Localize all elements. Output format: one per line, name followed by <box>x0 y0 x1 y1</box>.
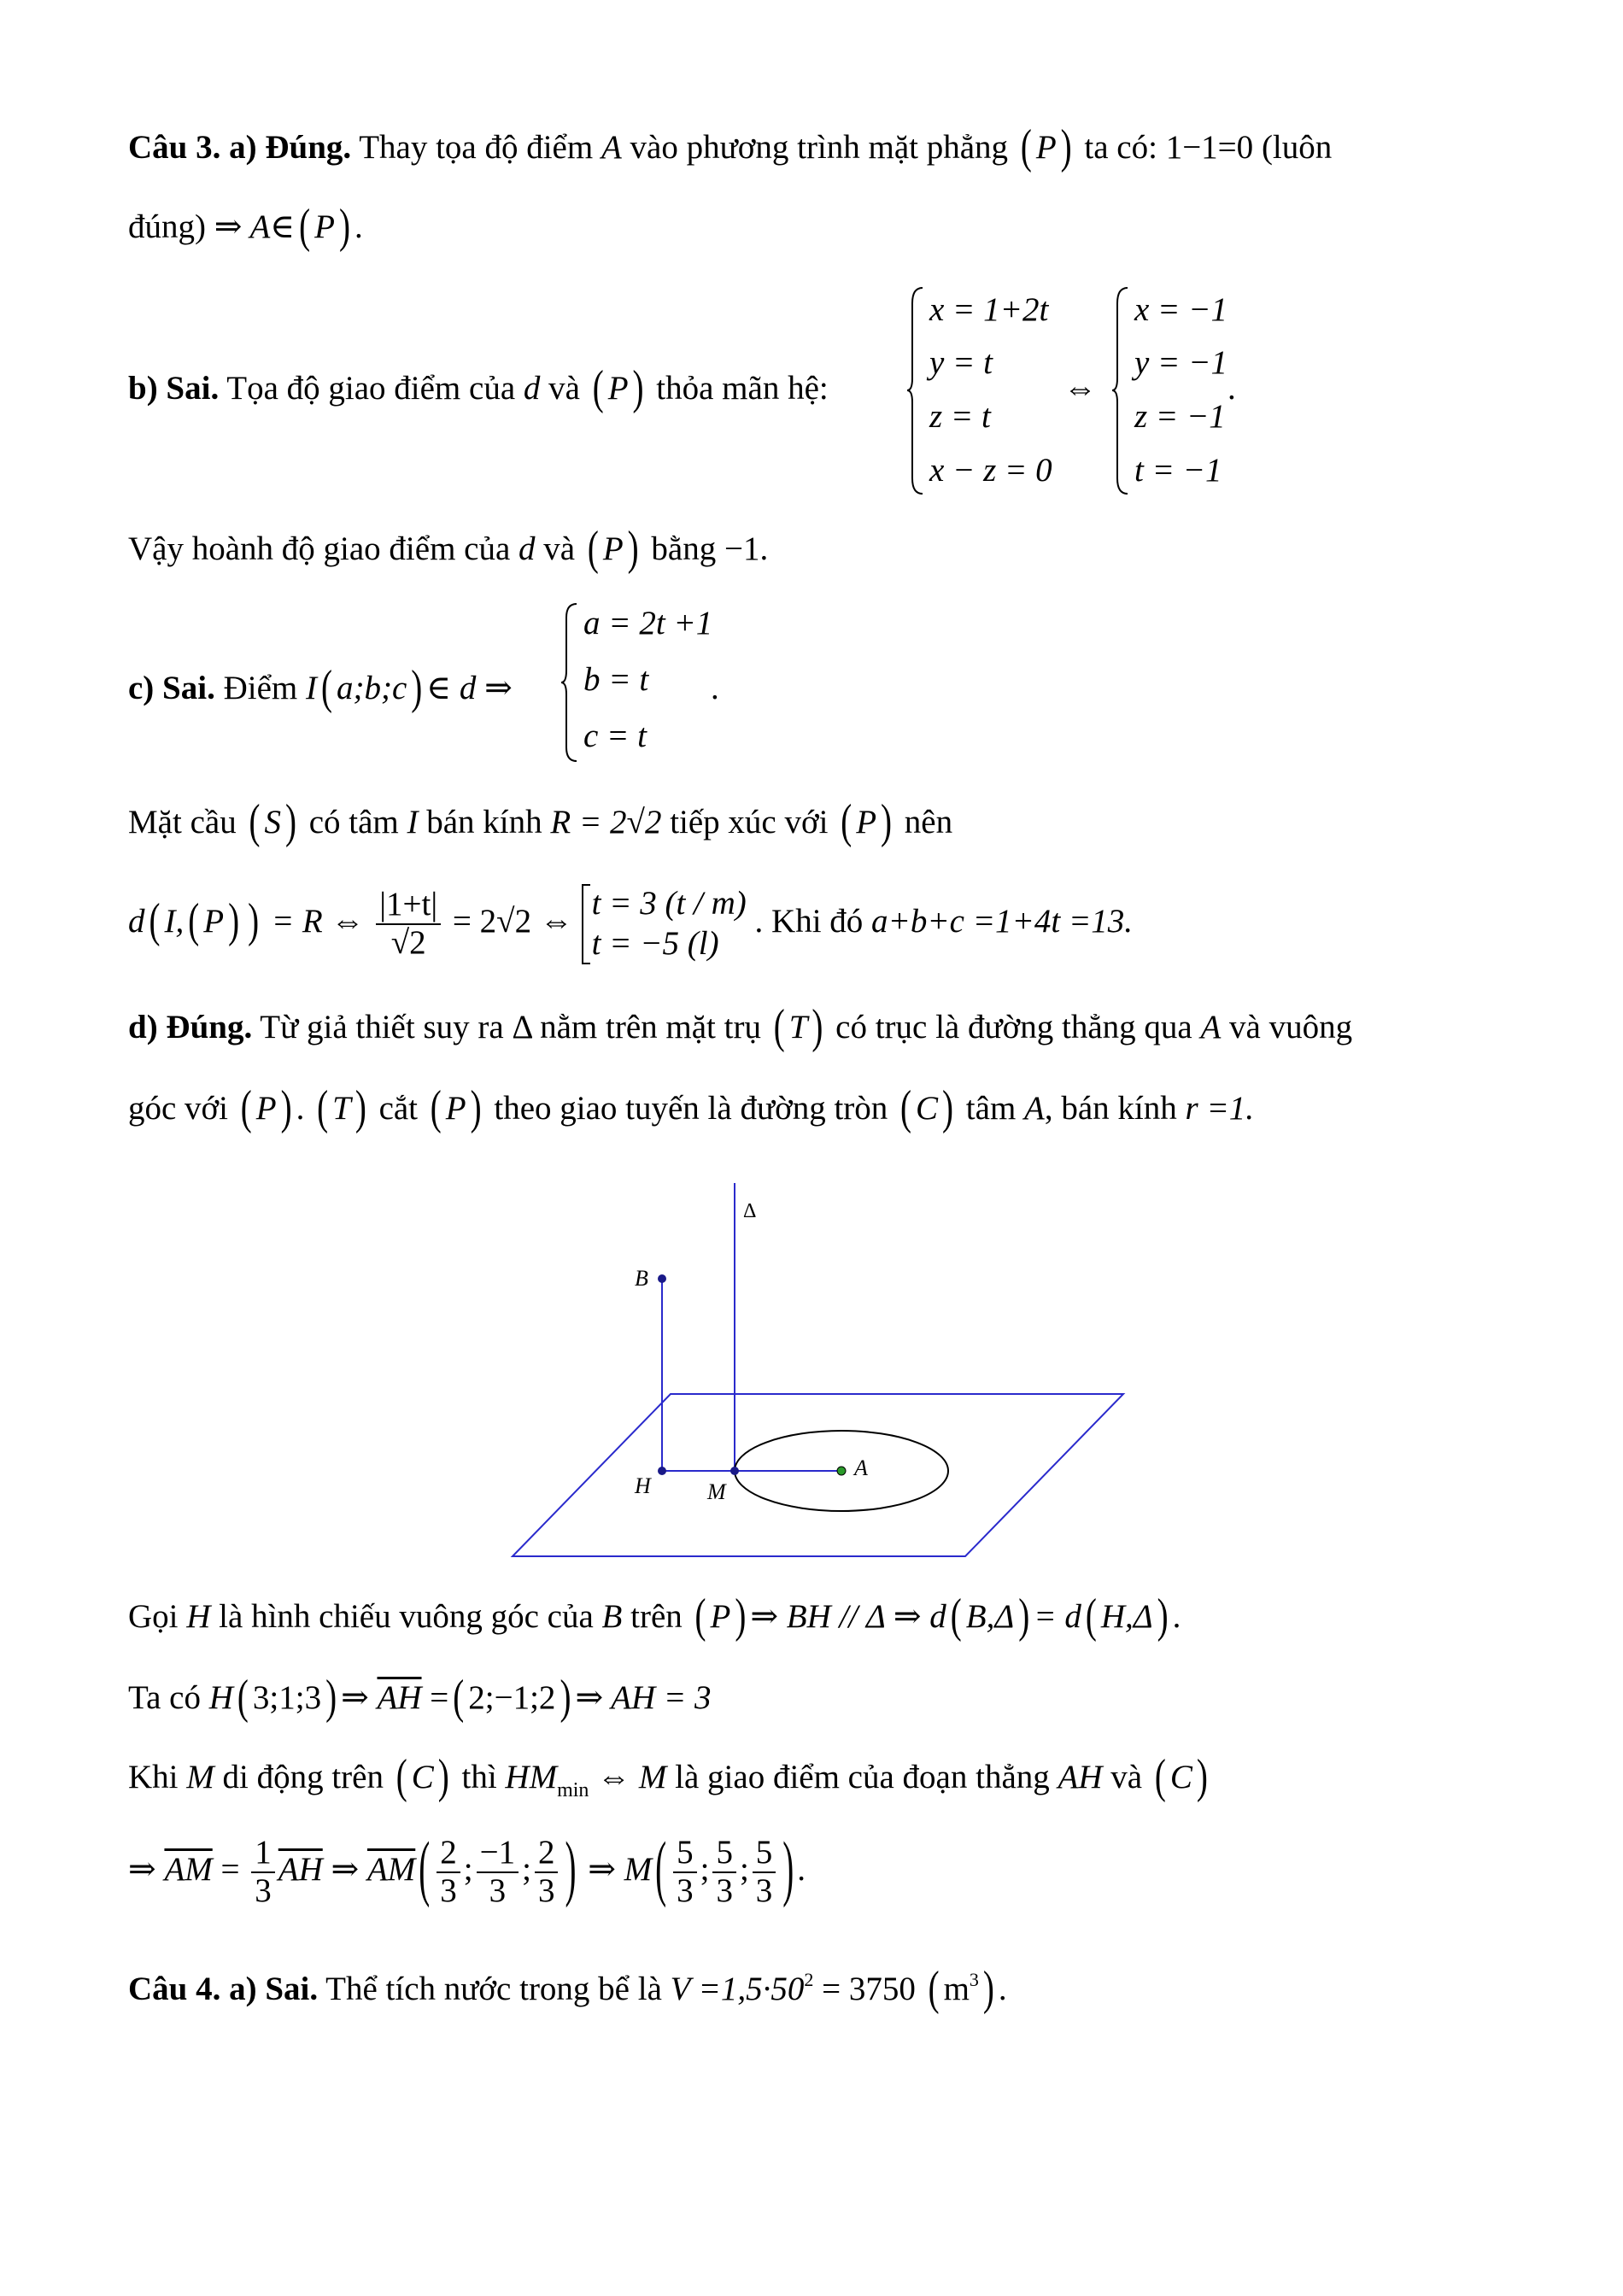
q3c-heading: c) Sai. <box>128 670 215 706</box>
plane-P <box>513 1394 1123 1556</box>
point-H <box>658 1467 666 1475</box>
q3a-line1: Câu 3. a) Đúng. Thay tọa độ điểm A vào phương trình mặt phẳng ( P ) ta có: 1−1=0 (luôn <box>128 120 1333 174</box>
point-B <box>658 1274 666 1283</box>
q4-heading: Câu 4. a) Sai. <box>128 1971 319 2007</box>
label-M: M <box>707 1479 726 1504</box>
q3a-equation: 1−1=0 <box>1165 129 1254 166</box>
geometry-figure <box>495 1170 1136 1563</box>
after-line3: Khi M di động trên ( C ) thì $HM_{min}$ ⇔ M là giao điểm của đoạn thẳng AH và ( C ) <box>128 1749 1208 1804</box>
after-line1: Gọi H là hình chiếu vuông góc của B trên ( P ) ⇒ BH // Δ ⇒ d ( B,Δ ) = d ( H,Δ ) . <box>128 1589 1181 1643</box>
q3b-heading: b) Sai. <box>128 370 220 407</box>
q3c-distance-line: d ( I, ( P ) ) = R ⇔ $\frac{|1+t|}{√2}$ = 2√2 ⇔ t = 3 (t / m) t = −5 (l) . Khi đó a+b+c =1+4t =13. <box>128 884 1133 964</box>
q3c-line: c) Sai. Điểm I ( a;b;c ) ∈ d ⇒ <box>128 660 513 715</box>
label-delta: Δ <box>743 1200 757 1222</box>
q3d-heading: d) Đúng. <box>128 1009 253 1046</box>
q3d-line2: góc với ( P ) . ( T ) cắt ( P ) theo giao tuyến là đường tròn ( C ) tâm A, bán kính r =1. <box>128 1081 1255 1135</box>
q4-line: Câu 4. a) Sai. Thể tích nước trong bể là $V =1,5\cdot 50^2 = 3750$ ( $m^3$ ) . <box>128 1961 1007 2016</box>
label-B: B <box>635 1266 648 1291</box>
q3c-system: a = 2t +1 b = t c = t <box>560 602 747 764</box>
q3c-sphere-line: Mặt cầu ( S ) có tâm I bán kính R = 2√2 tiếp xúc với ( P ) nên <box>128 794 953 849</box>
q3b-conclusion: Vậy hoành độ giao điểm của d và ( P ) bằng −1. <box>128 521 769 576</box>
label-A: A <box>854 1456 868 1480</box>
q3b-iff: ⇔ <box>1063 370 1097 407</box>
after-line2: Ta có H ( 3;1;3 ) ⇒ $\overline{AH}$ = ( 2;−1;2 ) ⇒ AH = 3 <box>128 1670 712 1725</box>
q3b-system-1: x = 1+2t y = t z = t x − z = 0 <box>905 286 1076 500</box>
q3a-line2: đúng) ⇒ A∈ ( P ) . <box>128 199 363 254</box>
q3a-heading: Câu 3. a) Đúng. <box>128 129 352 166</box>
after-line4: ⇒ $\overline{AM}$ = $\frac{1}{3}$ $\overline{AH}$ ⇒ $\overline{AM}$ ( $\frac{2}{3}$ ; $\frac{-1}{3}$ ; $\frac{2}{3}$ ) ⇒ M ( $\frac{5}{3}$ ; $\frac{5}{3}$ ; $\frac{5}{3}$ ) . <box>128 1827 806 1909</box>
q3b-system-2: x = −1 y = −1 z = −1 t = −1 <box>1110 286 1264 500</box>
label-H: H <box>635 1473 651 1498</box>
point-M <box>730 1467 739 1475</box>
point-A <box>837 1467 846 1475</box>
q3b-line: b) Sai. Tọa độ giao điểm của d và ( P ) thỏa mãn hệ: <box>128 360 829 415</box>
q3d-line1: d) Đúng. Từ giả thiết suy ra Δ nằm trên mặt trụ ( T ) có trục là đường thẳng qua A và vuông <box>128 999 1353 1054</box>
